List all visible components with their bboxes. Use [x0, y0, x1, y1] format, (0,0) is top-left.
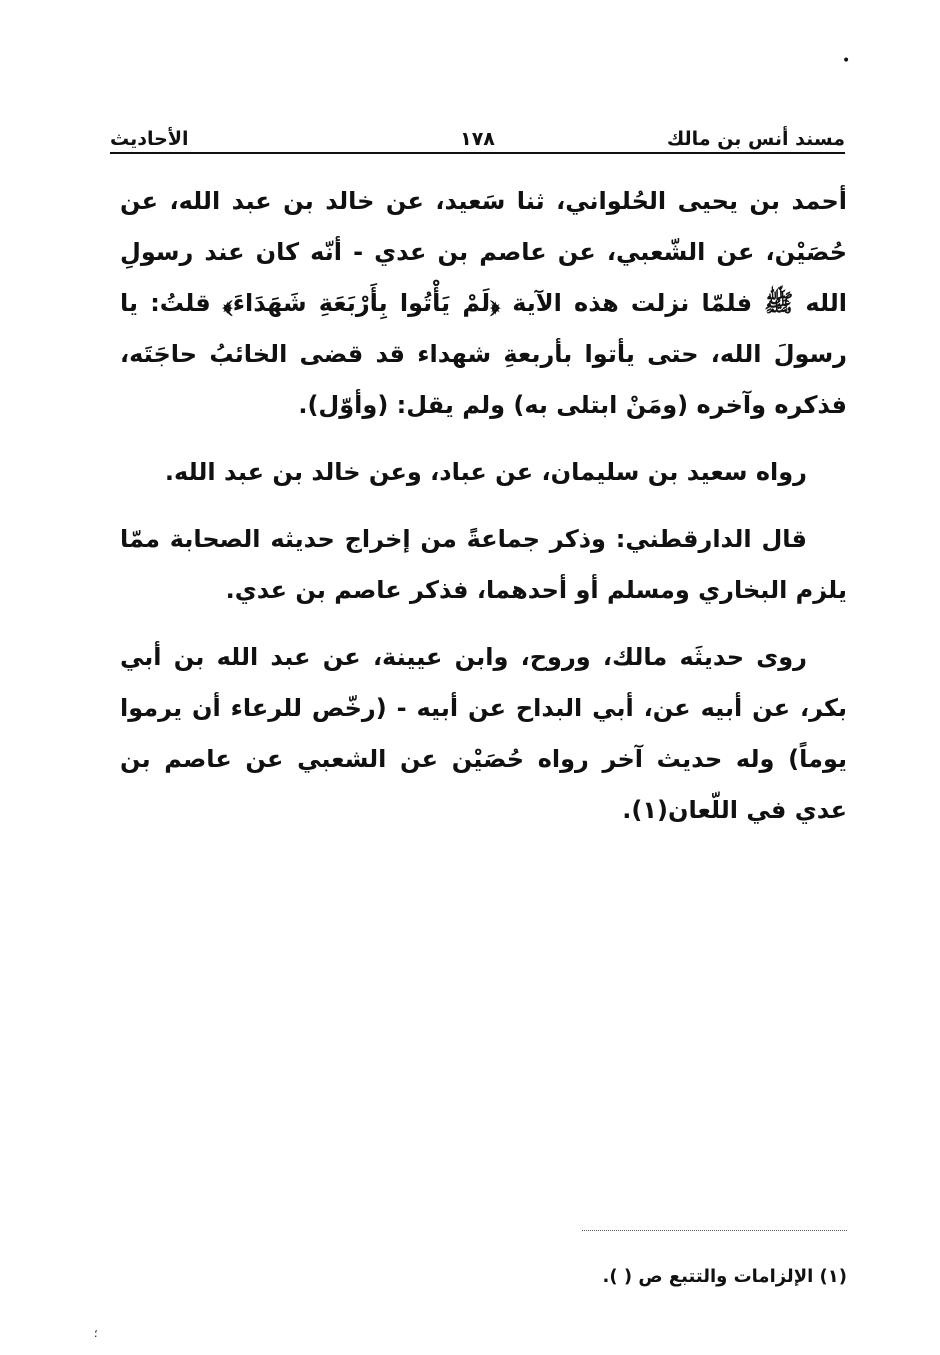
- paragraph-daraqutni: قال الدارقطني: وذكر جماعةً من إخراج حديثه الصحابة ممّا يلزم البخاري ومسلم أو أحدهما، فذكر عاصم بن عدي.: [120, 525, 847, 604]
- paragraph-hadith-chain: أحمد بن يحيى الحُلواني، ثنا سَعيد، عن خالد بن عبد الله، عن حُصَيْن، عن الشّعبي، عن عاصم بن عدي - أنّه كان عند رسولِ الله ﷺ فلمّا نزلت هذه الآية ﴿لَمْ يَأْتُوا بِأَرْبَعَةِ شَهَدَاءَ﴾ قلتُ: يا رسولَ الله، حتى يأتوا بأربعةِ شهداء قد قضى الخائبُ حاجَتَه، فذكره وآخره (ومَنْ ابتلى به) ولم يقل: (وأوّل).: [120, 187, 847, 419]
- paragraph-narration-note: رواه سعيد بن سليمان، عن عباد، وعن خالد بن عبد الله.: [164, 458, 807, 486]
- corner-dot-mark: •: [842, 53, 851, 69]
- running-header: [110, 112, 845, 150]
- header-section-title: الأحاديث: [110, 128, 189, 150]
- bottom-corner-mark: ؛: [94, 1327, 98, 1340]
- page-number: ١٧٨: [460, 128, 495, 150]
- footnote-divider: [582, 1230, 847, 1231]
- main-text: [120, 176, 847, 852]
- paragraph-other-narrations: روى حديثَه مالك، وروح، وابن عيينة، عن عبد الله بن أبي بكر، عن أبيه عن، أبي البداح عن أبيه - (رخّص للرعاء أن يرموا يوماً) وله حديث آخر رواه حُصَيْن عن الشعبي عن عاصم بن عدي في اللّعان(١).: [120, 643, 847, 824]
- header-divider: [110, 152, 845, 154]
- footnote: (١) الإلزامات والتتبع ص ( ).: [602, 1266, 847, 1287]
- header-book-title: مسند أنس بن مالك: [666, 128, 845, 150]
